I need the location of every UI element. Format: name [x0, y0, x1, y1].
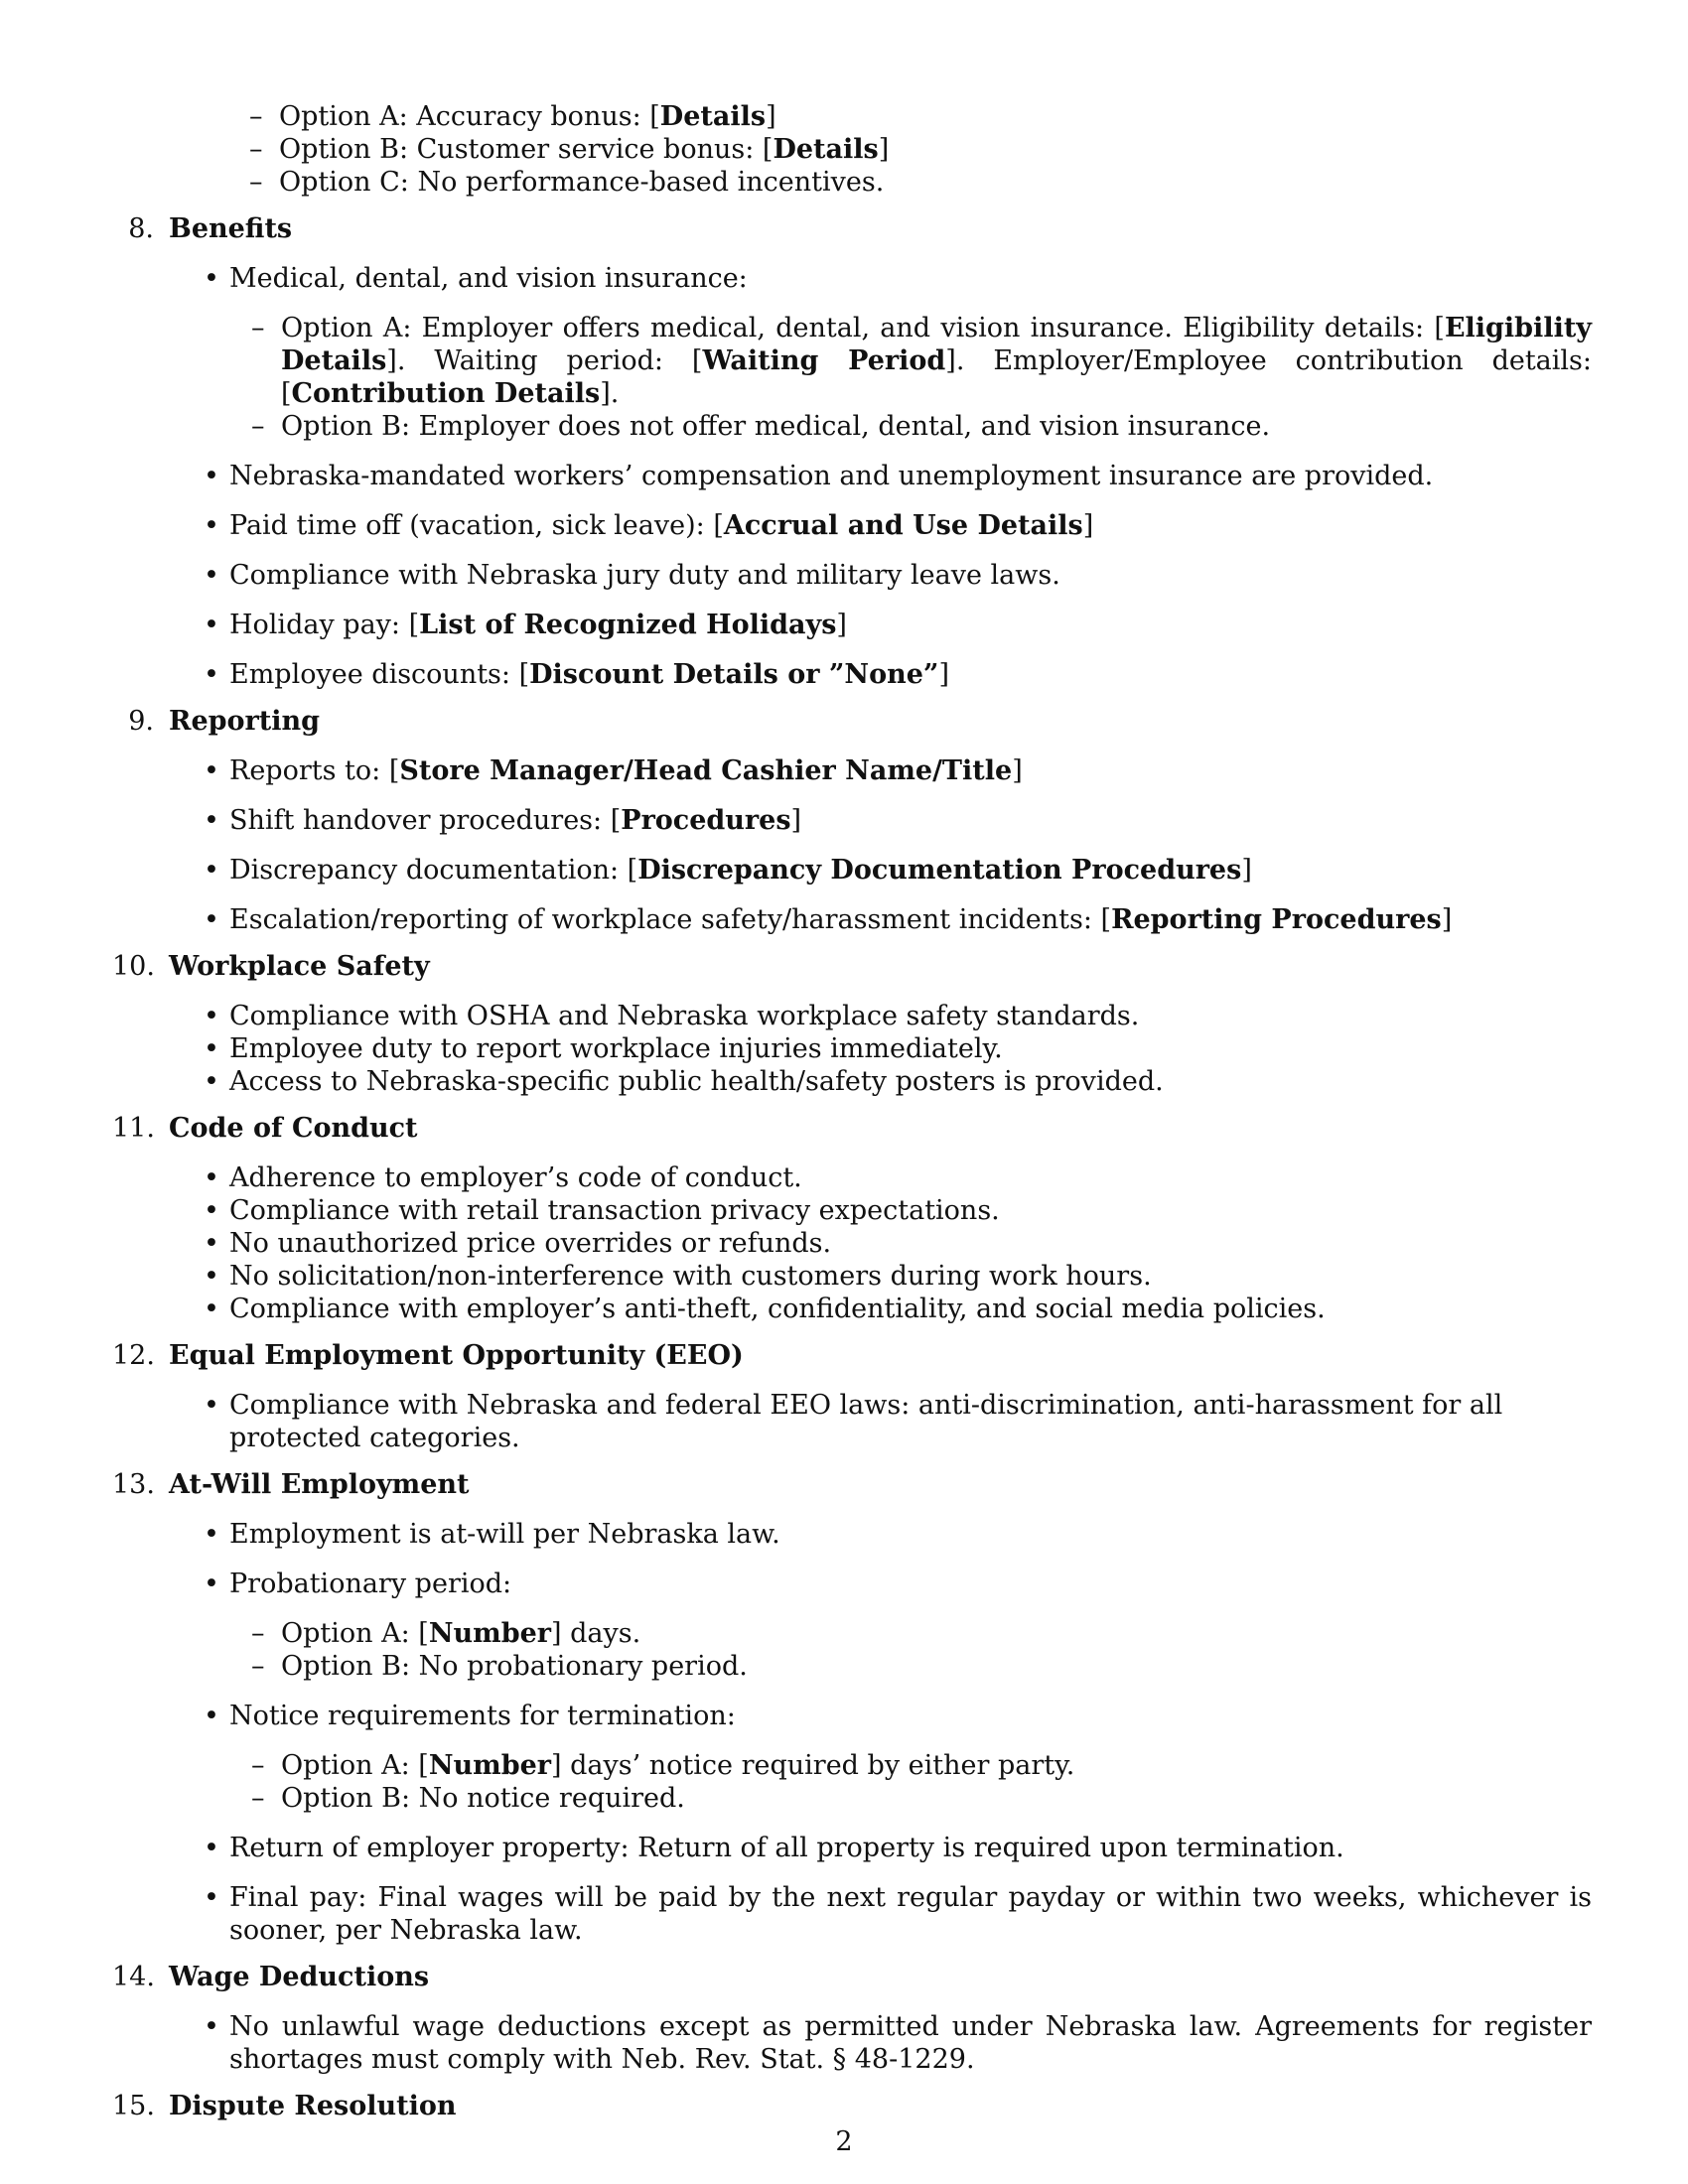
- eeo-list: [204, 1389, 1592, 1454]
- conduct-list: [204, 1161, 1592, 1325]
- list-item: • Nebraska-mandated workers’ compensation and unemployment insurance are provided.: [204, 461, 1434, 491]
- bullet-icon: •: [204, 1569, 219, 1599]
- section-title: Reporting: [169, 706, 320, 737]
- section-title: Benefits: [169, 213, 293, 244]
- dash-bullet-icon: –: [249, 101, 263, 132]
- list-item: – Option A: [Number] days’ notice required by either party.: [251, 1750, 1075, 1781]
- page-number: 2: [835, 2126, 853, 2157]
- bullet-icon: •: [204, 461, 219, 491]
- dash-bullet-icon: –: [249, 134, 263, 165]
- bullet-icon: •: [204, 1033, 219, 1064]
- dash-bullet-icon: –: [249, 167, 263, 198]
- section-number: 8.: [128, 213, 154, 244]
- list-item: – Option A: Employer offers medical, dental, and vision insurance. Eligibility details: [Eligibility Details]. Waiting period: [Waiting Period]. Employer/Employee contribution details: [Contribution Details].: [251, 313, 1592, 409]
- section-title: Equal Employment Opportunity (EEO): [169, 1340, 744, 1371]
- section-number: 14.: [112, 1962, 155, 1992]
- section-number: 11.: [112, 1113, 155, 1144]
- list-item: • Adherence to employer’s code of conduct.: [204, 1162, 802, 1193]
- list-item: • Notice requirements for termination: – Option A: [Number] days’ notice required by either party. – Option B: No notice required.: [229, 1700, 1592, 1815]
- section-wage-deductions: [112, 1961, 1592, 2076]
- list-item: • Compliance with Nebraska jury duty and military leave laws.: [204, 560, 1060, 591]
- list-item: • Escalation/reporting of workplace safety/harassment incidents: [Reporting Procedures]: [204, 904, 1453, 935]
- list-item: – Option B: Customer service bonus: [Details]: [249, 134, 890, 165]
- list-item: • Employee discounts: [Discount Details or ”None”]: [204, 659, 950, 690]
- section-number: 12.: [112, 1340, 155, 1371]
- bullet-icon: •: [204, 1261, 219, 1292]
- insurance-options-list: [251, 312, 1592, 443]
- section-reporting: [112, 705, 1592, 936]
- benefits-list: [204, 262, 1592, 691]
- bullet-icon: •: [204, 1519, 219, 1550]
- list-item: – Option C: No performance-based incentives.: [249, 167, 885, 198]
- list-item: • Discrepancy documentation: [Discrepancy Documentation Procedures]: [204, 855, 1252, 886]
- bullet-icon: •: [204, 805, 219, 836]
- bullet-icon: •: [204, 1390, 219, 1421]
- list-item: • No solicitation/non-interference with customers during work hours.: [204, 1261, 1152, 1292]
- section-workplace-safety: [112, 950, 1592, 1098]
- dash-bullet-icon: –: [251, 1750, 265, 1781]
- list-item: – Option A: Accuracy bonus: [Details]: [249, 101, 776, 132]
- bullet-icon: •: [204, 855, 219, 886]
- bullet-icon: •: [204, 1294, 219, 1324]
- section-title: Dispute Resolution: [169, 2091, 457, 2121]
- dash-bullet-icon: –: [251, 1618, 265, 1649]
- bullet-icon: •: [204, 263, 219, 294]
- bullet-icon: •: [204, 510, 219, 541]
- list-item: • Holiday pay: [List of Recognized Holidays]: [204, 610, 847, 640]
- bullet-icon: •: [204, 755, 219, 786]
- section-number: 13.: [112, 1469, 155, 1500]
- list-item: • Return of employer property: Return of all property is required upon termination.: [204, 1833, 1344, 1863]
- bullet-icon: •: [204, 1195, 219, 1226]
- section-number: 15.: [112, 2091, 155, 2121]
- bullet-icon: •: [204, 1162, 219, 1193]
- dash-bullet-icon: –: [251, 313, 265, 343]
- list-item: • Compliance with Nebraska and federal EEO laws: anti-discrimination, anti-harassment for all protected categories.: [204, 1390, 1503, 1453]
- wage-deductions-list: [204, 2010, 1592, 2076]
- dash-bullet-icon: –: [251, 1651, 265, 1682]
- bullet-icon: •: [204, 659, 219, 690]
- list-item: • No unauthorized price overrides or refunds.: [204, 1228, 832, 1259]
- bullet-icon: •: [204, 904, 219, 935]
- section-benefits: [112, 212, 1592, 691]
- dash-bullet-icon: –: [251, 1783, 265, 1814]
- bullet-icon: •: [204, 2011, 219, 2042]
- list-item: • Employment is at-will per Nebraska law.: [204, 1519, 780, 1550]
- list-item: • Probationary period: – Option A: [Number] days. – Option B: No probationary period.: [229, 1568, 1592, 1683]
- list-item: • Medical, dental, and vision insurance: – Option A: Employer offers medical, dental, and vision insurance. Eligibility details: [Eligibility Details]. Waiting period: [Waiting Period]. Employer/Employee contribution details: [Contribution Details]. – Option B: Employer does not offer medical, dental, and vision insurance.: [204, 263, 1592, 442]
- list-item: • Paid time off (vacation, sick leave): [Accrual and Use Details]: [204, 510, 1094, 541]
- list-item: – Option B: Employer does not offer medical, dental, and vision insurance.: [251, 411, 1271, 442]
- section-title: Wage Deductions: [169, 1962, 430, 1992]
- bullet-icon: •: [204, 1701, 219, 1731]
- section-number: 9.: [128, 706, 154, 737]
- list-item: • Employee duty to report workplace injuries immediately.: [204, 1033, 1003, 1064]
- bullet-icon: •: [204, 610, 219, 640]
- notice-options-list: [251, 1749, 1592, 1815]
- safety-list: [204, 1000, 1592, 1098]
- reporting-list: [204, 754, 1592, 936]
- bullet-icon: •: [204, 1833, 219, 1863]
- dash-bullet-icon: –: [251, 411, 265, 442]
- bullet-icon: •: [204, 1001, 219, 1031]
- list-item: • No unlawful wage deductions except as permitted under Nebraska law. Agreements for register shortages must comply with Neb. Rev. Stat. § 48-1229.: [204, 2011, 1592, 2075]
- document-body: [112, 100, 1592, 2122]
- section-title: Code of Conduct: [169, 1113, 418, 1144]
- section-dispute-resolution: [112, 2090, 1592, 2122]
- section-title: Workplace Safety: [169, 951, 430, 982]
- incentive-options-list: [249, 100, 1592, 199]
- section-at-will-employment: [112, 1468, 1592, 1947]
- list-item: • Compliance with employer’s anti-theft, confidentiality, and social media policies.: [204, 1294, 1326, 1324]
- list-item: – Option B: No notice required.: [251, 1783, 685, 1814]
- list-item: – Option A: [Number] days.: [251, 1618, 641, 1649]
- bullet-icon: •: [204, 1066, 219, 1097]
- at-will-list: [204, 1518, 1592, 1947]
- section-code-of-conduct: [112, 1112, 1592, 1325]
- list-item: • Shift handover procedures: [Procedures]: [204, 805, 802, 836]
- list-item: • Access to Nebraska-specific public health/safety posters is provided.: [204, 1066, 1164, 1097]
- section-title: At-Will Employment: [169, 1469, 470, 1500]
- bullet-icon: •: [204, 1228, 219, 1259]
- section-eeo: [112, 1339, 1592, 1454]
- list-item: • Reports to: [Store Manager/Head Cashier Name/Title]: [204, 755, 1023, 786]
- list-item: • Final pay: Final wages will be paid by the next regular payday or within two weeks, whichever is sooner, per Nebraska law.: [204, 1882, 1592, 1946]
- bullet-icon: •: [204, 560, 219, 591]
- list-item: • Compliance with OSHA and Nebraska workplace safety standards.: [204, 1001, 1140, 1031]
- list-item: • Compliance with retail transaction privacy expectations.: [204, 1195, 1000, 1226]
- bullet-icon: •: [204, 1882, 219, 1913]
- list-item: – Option B: No probationary period.: [251, 1651, 748, 1682]
- section-number: 10.: [112, 951, 155, 982]
